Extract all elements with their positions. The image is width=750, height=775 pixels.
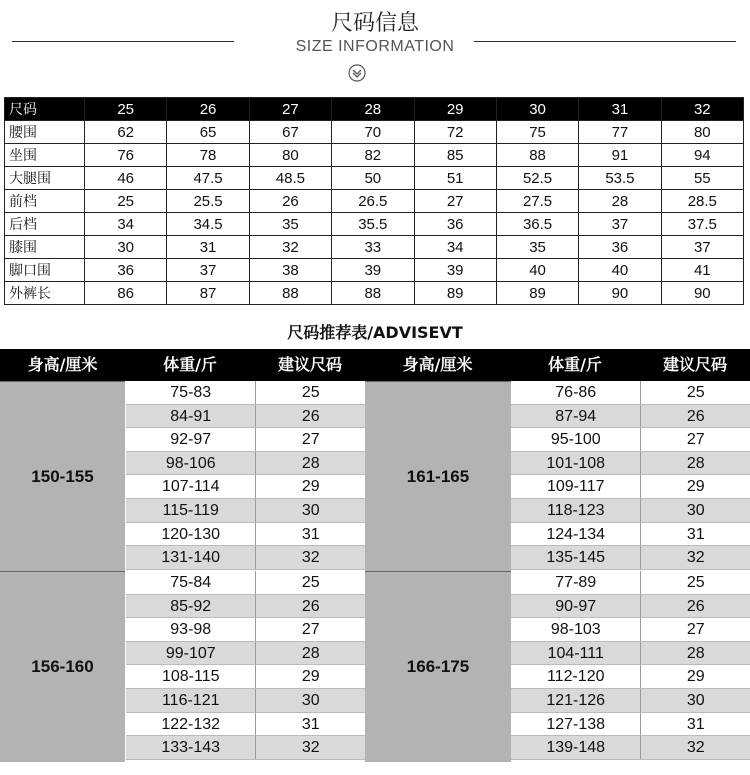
table-cell: 27 xyxy=(249,98,331,121)
recommendation-title: 尺码推荐表/ADVISEVT xyxy=(287,323,463,342)
recommended-size: 29 xyxy=(255,475,365,498)
table-cell: 50 xyxy=(332,167,414,190)
weight-size-rows xyxy=(511,571,750,761)
table-row xyxy=(126,499,365,523)
table-row xyxy=(511,736,750,760)
weight-range: 121-126 xyxy=(546,692,606,709)
table-cell: 87 xyxy=(167,282,249,305)
weight-range: 124-134 xyxy=(546,525,606,543)
weight-range: 90-97 xyxy=(555,597,597,615)
table-cell: 65 xyxy=(167,121,249,144)
weight-range: 118-123 xyxy=(546,502,605,519)
recommended-size: 32 xyxy=(640,736,750,759)
table-cell: 89 xyxy=(414,282,496,305)
table-cell: 40 xyxy=(496,259,578,282)
recommended-size: 26 xyxy=(640,595,750,618)
table-cell: 88 xyxy=(332,282,414,305)
weight-range: 122-132 xyxy=(161,715,221,733)
table-row xyxy=(126,595,365,619)
recommended-size: 31 xyxy=(640,523,750,546)
column-header-weight: 体重/斤 xyxy=(163,355,217,374)
weight-range: 107-114 xyxy=(161,478,220,496)
weight-range: 85-92 xyxy=(170,597,212,615)
table-cell: 36 xyxy=(85,259,167,282)
weight-size-rows xyxy=(126,381,365,571)
table-row xyxy=(126,428,365,452)
recommended-size: 25 xyxy=(640,571,750,594)
weight-range: 104-111 xyxy=(547,644,604,662)
table-cell: 39 xyxy=(414,259,496,282)
table-cell: 29 xyxy=(414,98,496,121)
row-label: 前档 xyxy=(5,190,85,213)
weight-range: 76-86 xyxy=(555,384,597,401)
table-cell: 34 xyxy=(414,236,496,259)
weight-range: 112-120 xyxy=(546,668,605,686)
table-cell: 26 xyxy=(249,190,331,213)
table-row xyxy=(126,665,365,689)
table-cell: 62 xyxy=(85,121,167,144)
table-cell: 37.5 xyxy=(661,213,743,236)
table-cell: 77 xyxy=(579,121,661,144)
weight-range: 99-107 xyxy=(165,644,216,662)
table-cell: 25 xyxy=(85,190,167,213)
table-cell: 51 xyxy=(414,167,496,190)
recommended-size: 32 xyxy=(255,546,365,569)
table-cell: 53.5 xyxy=(579,167,661,190)
table-row xyxy=(511,405,750,429)
table-row xyxy=(511,428,750,452)
recommended-size: 29 xyxy=(255,665,365,688)
table-cell: 34.5 xyxy=(167,213,249,236)
table-cell: 41 xyxy=(661,259,743,282)
table-row xyxy=(511,452,750,476)
table-row xyxy=(5,282,744,305)
weight-range: 75-83 xyxy=(170,384,212,401)
chevron-down-circle-icon xyxy=(348,64,366,82)
table-cell: 90 xyxy=(661,282,743,305)
table-cell: 76 xyxy=(85,144,167,167)
weight-range: 109-117 xyxy=(546,478,605,496)
table-cell: 85 xyxy=(414,144,496,167)
table-cell: 80 xyxy=(249,144,331,167)
row-label: 大腿围 xyxy=(5,167,85,190)
table-row xyxy=(511,475,750,499)
table-cell: 32 xyxy=(249,236,331,259)
table-row xyxy=(511,546,750,570)
table-cell: 78 xyxy=(167,144,249,167)
table-cell: 31 xyxy=(167,236,249,259)
table-cell: 40 xyxy=(579,259,661,282)
recommended-size: 25 xyxy=(255,381,365,404)
recommended-size: 29 xyxy=(640,475,750,498)
table-cell: 47.5 xyxy=(167,167,249,190)
table-cell: 52.5 xyxy=(496,167,578,190)
recommended-size: 27 xyxy=(255,428,365,451)
table-row xyxy=(126,642,365,666)
recommended-size: 27 xyxy=(640,428,750,451)
table-cell: 34 xyxy=(85,213,167,236)
weight-range: 133-143 xyxy=(161,739,221,757)
row-label: 后档 xyxy=(5,213,85,236)
table-cell: 39 xyxy=(332,259,414,282)
table-cell: 36 xyxy=(579,236,661,259)
table-cell: 55 xyxy=(661,167,743,190)
table-row xyxy=(511,523,750,547)
table-cell: 27.5 xyxy=(496,190,578,213)
table-cell: 35 xyxy=(249,213,331,236)
table-row xyxy=(511,499,750,523)
recommended-size: 26 xyxy=(255,405,365,428)
table-cell: 72 xyxy=(414,121,496,144)
table-row xyxy=(5,190,744,213)
weight-range: 75-84 xyxy=(170,574,212,591)
size-table-header xyxy=(5,98,744,121)
table-cell: 33 xyxy=(332,236,414,259)
table-row xyxy=(5,213,744,236)
weight-range: 84-91 xyxy=(170,407,212,425)
weight-range: 87-94 xyxy=(555,407,597,425)
table-cell: 80 xyxy=(661,121,743,144)
row-label: 坐围 xyxy=(5,144,85,167)
table-cell: 88 xyxy=(249,282,331,305)
weight-range: 95-100 xyxy=(550,431,601,449)
recommended-size: 25 xyxy=(255,571,365,594)
table-row xyxy=(126,452,365,476)
table-cell: 46 xyxy=(85,167,167,190)
column-header-weight: 体重/斤 xyxy=(548,355,602,374)
table-cell: 37 xyxy=(579,213,661,236)
table-cell: 28 xyxy=(332,98,414,121)
row-label: 腰围 xyxy=(5,121,85,144)
weight-range: 101-108 xyxy=(546,454,606,472)
table-row xyxy=(126,618,365,642)
page-subtitle: SIZE INFORMATION xyxy=(295,38,455,55)
table-cell: 48.5 xyxy=(249,167,331,190)
table-cell: 35.5 xyxy=(332,213,414,236)
table-row xyxy=(511,618,750,642)
table-cell: 27 xyxy=(414,190,496,213)
table-row xyxy=(511,689,750,713)
table-cell: 75 xyxy=(496,121,578,144)
table-row xyxy=(5,236,744,259)
table-cell: 25 xyxy=(85,98,167,121)
weight-range: 120-130 xyxy=(161,525,221,543)
weight-range: 98-103 xyxy=(550,621,601,639)
table-row xyxy=(511,571,750,595)
row-label: 膝围 xyxy=(5,236,85,259)
recommended-size: 27 xyxy=(640,618,750,641)
table-row xyxy=(511,713,750,737)
weight-range: 93-98 xyxy=(170,621,212,639)
recommended-size: 25 xyxy=(640,381,750,404)
weight-range: 127-138 xyxy=(546,715,606,733)
row-label: 外裤长 xyxy=(5,282,85,305)
table-cell: 90 xyxy=(579,282,661,305)
column-header-size: 建议尺码 xyxy=(277,355,342,374)
table-cell: 70 xyxy=(332,121,414,144)
table-cell: 88 xyxy=(496,144,578,167)
weight-range: 116-121 xyxy=(161,692,220,709)
table-cell: 36.5 xyxy=(496,213,578,236)
table-cell: 94 xyxy=(661,144,743,167)
weight-range: 115-119 xyxy=(162,502,219,519)
table-row xyxy=(5,144,744,167)
weight-range: 77-89 xyxy=(555,574,597,591)
column-header-height: 身高/厘米 xyxy=(402,355,473,374)
height-range-cell: 150-155 xyxy=(0,381,125,572)
recommended-size: 26 xyxy=(640,405,750,428)
table-cell: 30 xyxy=(496,98,578,121)
recommended-size: 29 xyxy=(640,665,750,688)
column-header-size: 建议尺码 xyxy=(662,355,727,374)
recommendation-header xyxy=(0,349,750,381)
recommended-size: 28 xyxy=(640,452,750,475)
table-cell: 91 xyxy=(579,144,661,167)
table-cell: 28.5 xyxy=(661,190,743,213)
table-row xyxy=(126,736,365,760)
table-cell: 30 xyxy=(85,236,167,259)
table-cell: 26.5 xyxy=(332,190,414,213)
table-cell: 82 xyxy=(332,144,414,167)
recommended-size: 31 xyxy=(255,713,365,736)
table-cell: 32 xyxy=(661,98,743,121)
recommended-size: 32 xyxy=(640,546,750,569)
table-cell: 89 xyxy=(496,282,578,305)
weight-size-rows xyxy=(511,381,750,571)
table-row xyxy=(126,381,365,405)
table-row xyxy=(126,523,365,547)
table-cell: 26 xyxy=(167,98,249,121)
column-header-height: 身高/厘米 xyxy=(27,355,98,374)
row-label: 脚口围 xyxy=(5,259,85,282)
table-cell: 31 xyxy=(579,98,661,121)
weight-range: 108-115 xyxy=(161,668,220,686)
weight-range: 135-145 xyxy=(546,549,606,567)
table-row xyxy=(126,713,365,737)
table-cell: 35 xyxy=(496,236,578,259)
table-row xyxy=(5,167,744,190)
weight-range: 98-106 xyxy=(165,454,216,472)
table-row xyxy=(126,405,365,429)
table-cell: 38 xyxy=(249,259,331,282)
recommended-size: 30 xyxy=(640,499,750,522)
weight-range: 139-148 xyxy=(546,739,606,757)
recommended-size: 32 xyxy=(255,736,365,759)
height-range-cell: 156-160 xyxy=(0,571,125,762)
table-row xyxy=(511,665,750,689)
recommended-size: 27 xyxy=(255,618,365,641)
page-title: 尺码信息 xyxy=(330,11,419,36)
size-table xyxy=(4,97,744,305)
recommended-size: 26 xyxy=(255,595,365,618)
weight-size-rows xyxy=(126,571,365,761)
recommended-size: 28 xyxy=(640,642,750,665)
recommended-size: 30 xyxy=(255,499,365,522)
table-row xyxy=(126,475,365,499)
table-cell: 37 xyxy=(661,236,743,259)
height-range-cell: 166-175 xyxy=(365,571,511,762)
weight-range: 92-97 xyxy=(170,431,212,449)
recommended-size: 31 xyxy=(255,523,365,546)
recommended-size: 28 xyxy=(255,642,365,665)
recommended-size: 28 xyxy=(255,452,365,475)
height-range-cell: 161-165 xyxy=(365,381,511,572)
table-row xyxy=(511,642,750,666)
table-row xyxy=(5,259,744,282)
table-row xyxy=(511,381,750,405)
recommended-size: 30 xyxy=(255,689,365,712)
weight-range: 131-140 xyxy=(161,549,221,567)
table-row xyxy=(126,689,365,713)
table-row xyxy=(5,121,744,144)
row-label: 尺码 xyxy=(5,98,85,121)
table-cell: 28 xyxy=(579,190,661,213)
table-cell: 36 xyxy=(414,213,496,236)
table-cell: 86 xyxy=(85,282,167,305)
table-cell: 25.5 xyxy=(167,190,249,213)
table-row xyxy=(126,571,365,595)
table-row xyxy=(126,546,365,570)
recommended-size: 31 xyxy=(640,713,750,736)
table-cell: 37 xyxy=(167,259,249,282)
table-cell: 67 xyxy=(249,121,331,144)
table-row xyxy=(511,595,750,619)
recommended-size: 30 xyxy=(640,689,750,712)
